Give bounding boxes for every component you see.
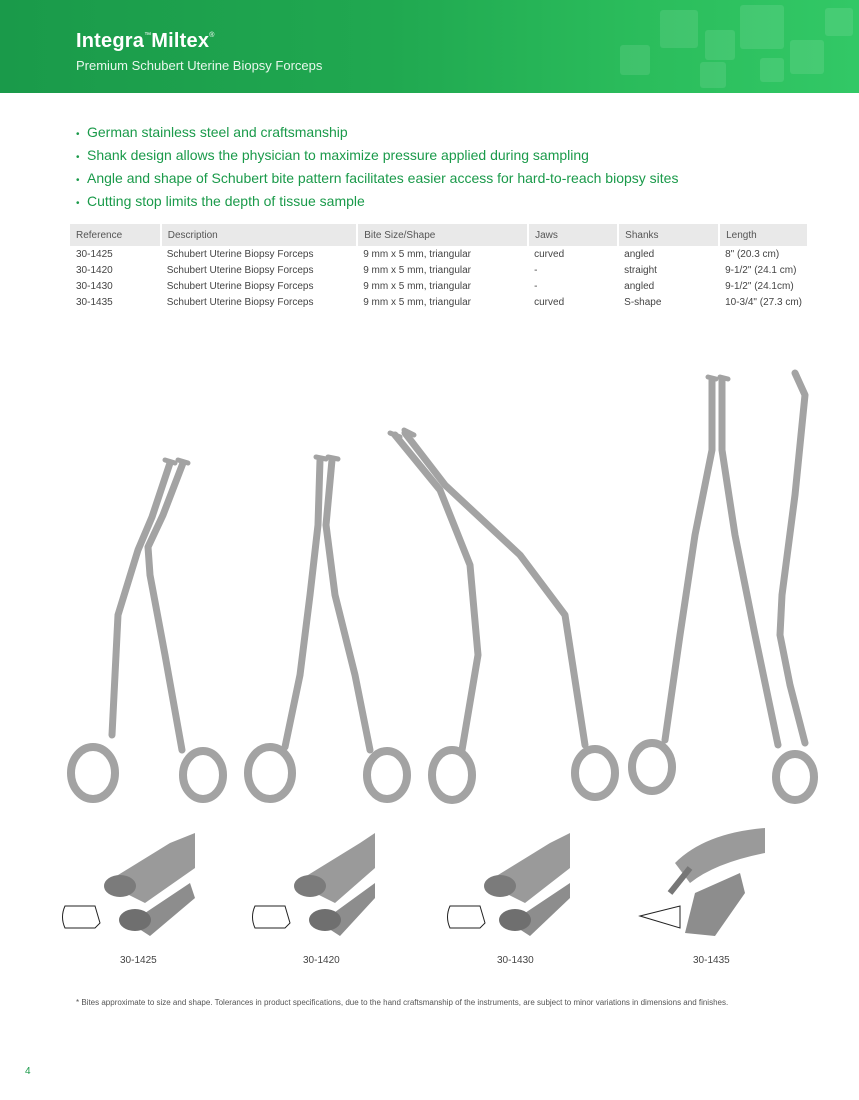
jaw-detail-30-1430 [445,828,595,938]
table-row [70,278,808,294]
feature-list [76,122,678,214]
cell: 9-1/2" (24.1 cm) [725,264,797,276]
cell: 9-1/2" (24.1cm) [725,280,794,292]
col-header-description: Description [161,224,357,246]
cell: curved [534,296,565,308]
forceps-illustration [0,355,859,855]
col-header-length: Length [719,224,808,246]
header-banner [0,0,859,93]
cell: curved [534,248,565,260]
table-row [70,262,808,278]
feature-item: • Shank design allows the physician to maximize pressure applied during sampling [76,147,589,163]
col-header-reference: Reference [70,224,161,246]
feature-item: • Angle and shape of Schubert bite pattern facilitates easier access for hard-to-reach biopsy sites [76,170,679,186]
jaw-detail-30-1435 [635,828,785,938]
cell: angled [624,280,655,292]
spec-table [70,224,809,310]
forceps-30-1420-image [248,457,407,799]
cell: - [534,264,538,276]
cell: - [534,280,538,292]
brand-logo: Integra™Miltex® [76,30,215,52]
cell: 10-3/4" (27.3 cm) [725,296,802,308]
cell: angled [624,248,655,260]
cell: Schubert Uterine Biopsy Forceps [166,248,314,260]
cell: 30-1435 [76,296,113,308]
s-shape-shank-image [780,373,805,743]
table-row [70,294,808,310]
page-subtitle: Premium Schubert Uterine Biopsy Forceps [76,58,323,73]
footnote: * Bites approximate to size and shape. Tolerances in product specifications, due to the hand craftsmanship of the instruments, are subject to minor variations in dimensions and finishes. [76,998,729,1007]
col-header-bite: Bite Size/Shape [357,224,528,246]
col-header-jaws: Jaws [528,224,618,246]
forceps-30-1425-image [71,460,223,799]
caption-30-1430: 30-1430 [497,955,534,966]
jaw-detail-30-1420 [250,828,400,938]
feature-item: • Cutting stop limits the depth of tissue sample [76,193,365,209]
caption-30-1420: 30-1420 [303,955,340,966]
table-row [70,246,808,262]
cell: S-shape [624,296,662,308]
feature-item: • German stainless steel and craftsmanship [76,124,348,140]
cell: 9 mm x 5 mm, triangular [363,280,471,292]
cell: Schubert Uterine Biopsy Forceps [166,264,314,276]
col-header-shanks: Shanks [618,224,719,246]
cell: Schubert Uterine Biopsy Forceps [166,280,314,292]
cell: 30-1420 [76,264,113,276]
cell: straight [624,264,657,276]
page-number: 4 [25,1066,31,1077]
cell: 30-1425 [76,248,113,260]
cell: 30-1430 [76,280,113,292]
jaw-detail-30-1425 [60,828,210,938]
table-header-row [70,224,808,246]
caption-30-1435: 30-1435 [693,955,730,966]
cell: 8" (20.3 cm) [725,248,780,260]
cell: 9 mm x 5 mm, triangular [363,248,471,260]
cell: Schubert Uterine Biopsy Forceps [166,296,314,308]
caption-30-1425: 30-1425 [120,955,157,966]
cell: 9 mm x 5 mm, triangular [363,296,471,308]
forceps-30-1435-image [632,377,814,800]
cell: 9 mm x 5 mm, triangular [363,264,471,276]
forceps-30-1430-image [390,430,615,800]
